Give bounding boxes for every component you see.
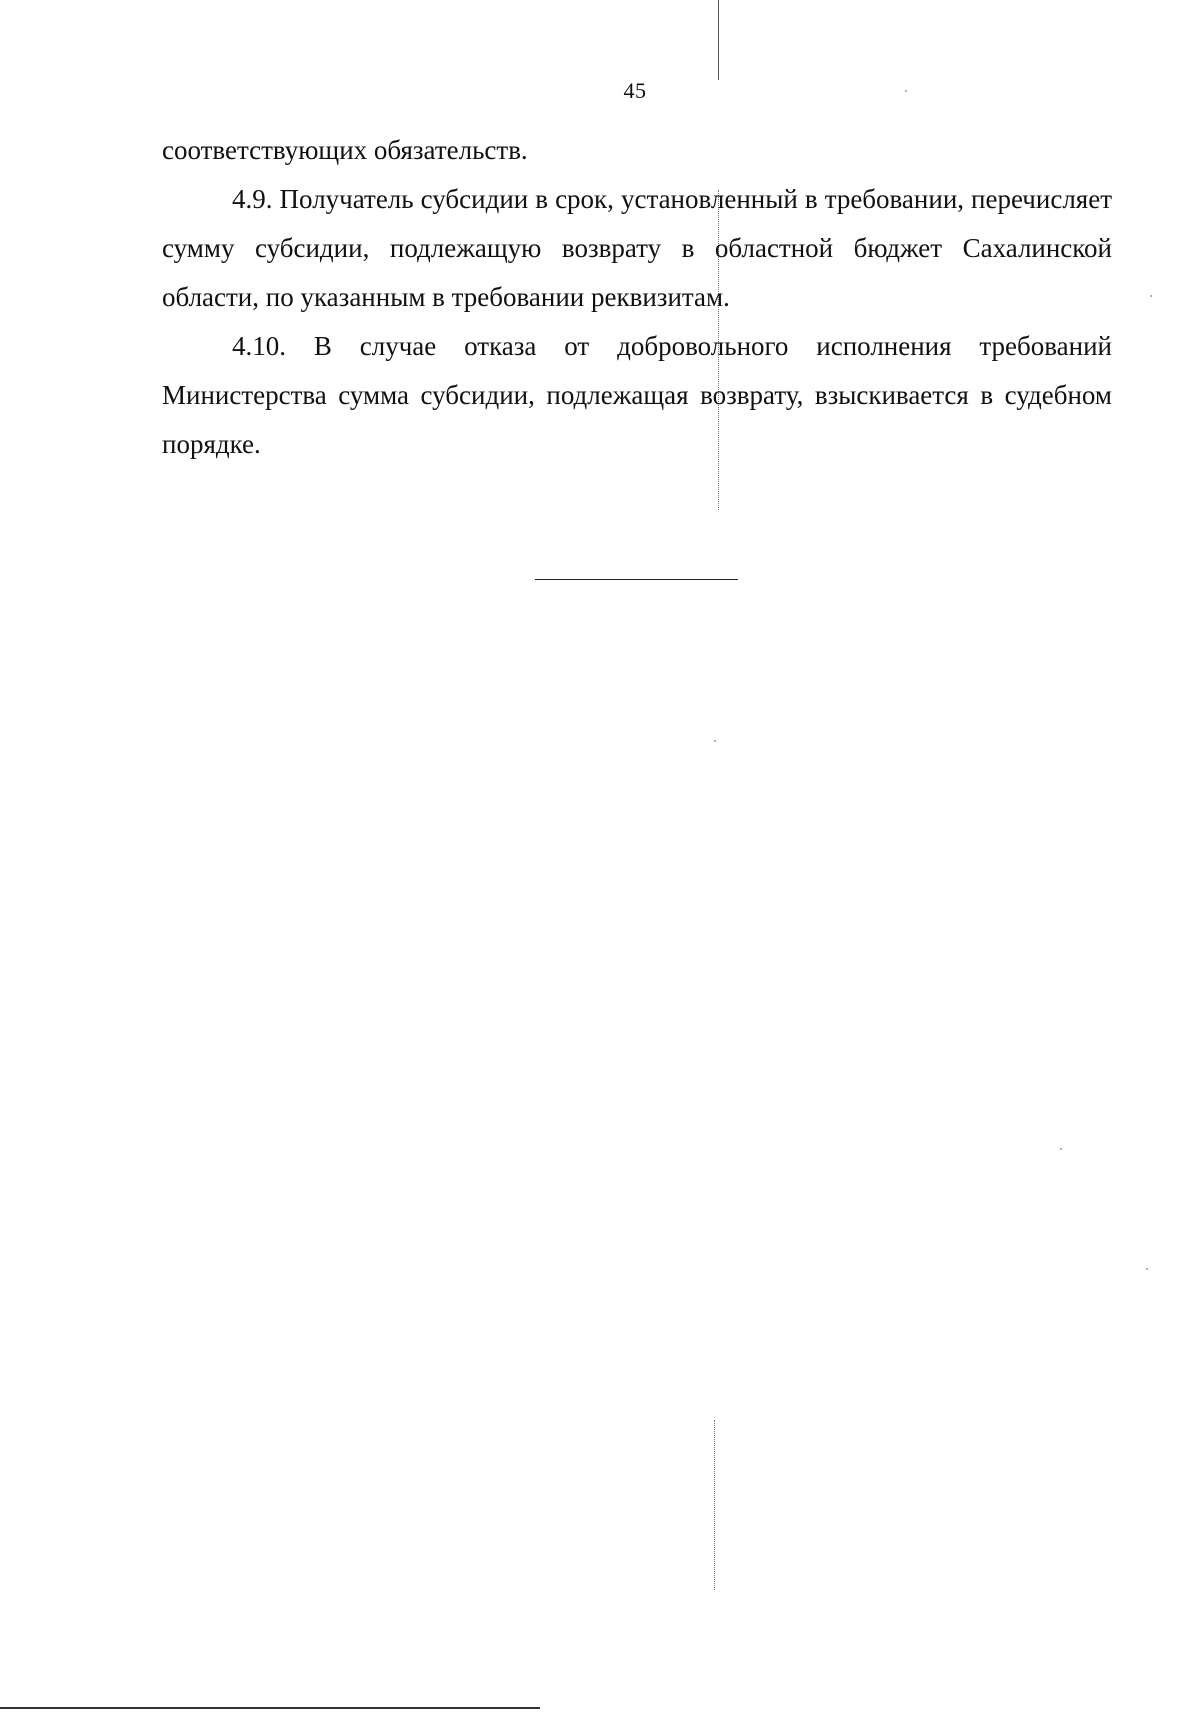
scan-artifact-line [718,0,719,80]
scan-speck [714,740,716,742]
scan-speck [1060,1148,1062,1150]
document-body [162,126,1112,469]
paragraph-4-9: 4.9. Получатель субсидии в срок, установленный в требовании, перечисляет сумму субсидии, подлежащую возврату в областной бюджет Сахалинской области, по указанным в требовании реквизитам. [162,184,1112,312]
scan-speck [1150,295,1152,297]
paragraph-continuation: соответствующих обязательств. [162,135,528,165]
paragraph-4-10: 4.10. В случае отказа от добровольного исполнения требований Министерства сумма субсидии, подлежащая возврату, взыскивается в судебном порядке. [162,331,1112,459]
scan-bottom-edge [0,1707,540,1709]
scan-artifact-line [714,1420,715,1590]
scan-speck [1146,1268,1148,1270]
end-of-document-rule [535,579,738,580]
page-number: 45 [623,78,647,103]
